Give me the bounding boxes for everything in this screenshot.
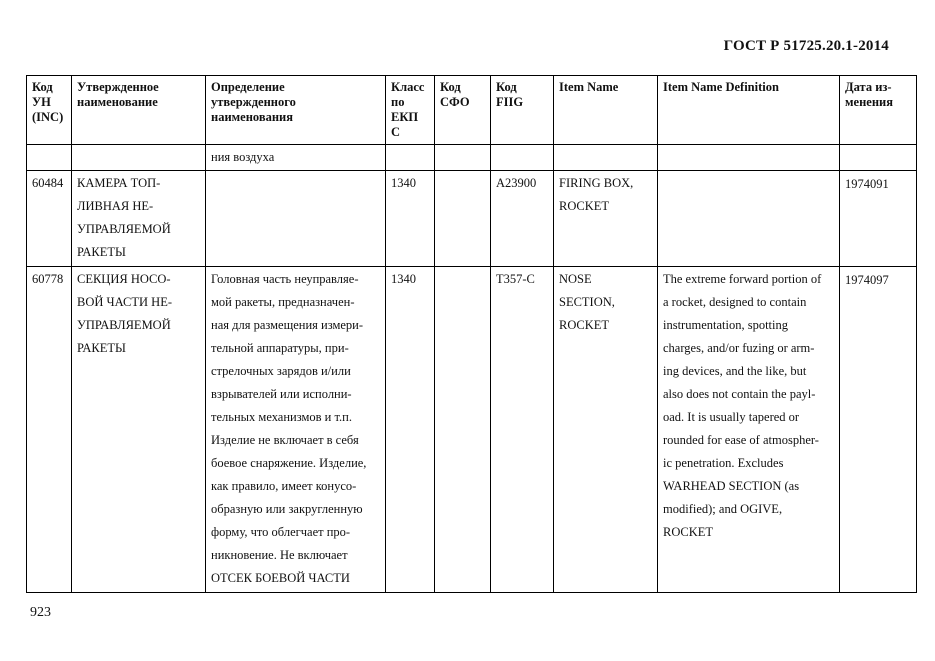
cell-approved-name: КАМЕРА ТОП- ЛИВНАЯ НЕ- УПРАВЛЯЕМОЙ РАКЕТЫ [72, 171, 206, 267]
cell-sfo [435, 267, 491, 593]
continuation-definition: ния воздуха [206, 145, 386, 171]
header-definition: Определение утвержденного наименования [206, 76, 386, 145]
cell-approved-name: СЕКЦИЯ НОСО- ВОЙ ЧАСТИ НЕ- УПРАВЛЯЕМОЙ РАКЕТЫ [72, 267, 206, 593]
table-row [27, 171, 917, 267]
cell-item-name: FIRING BOX, ROCKET [554, 171, 658, 267]
table-header-row [27, 76, 917, 145]
header-sfo: Код СФО [435, 76, 491, 145]
header-item-name: Item Name [554, 76, 658, 145]
cell-date: 1974091 [840, 171, 917, 267]
header-approved-name: Утвержденное наименование [72, 76, 206, 145]
page-number: 923 [30, 605, 51, 620]
cell-item-name: NOSE SECTION, ROCKET [554, 267, 658, 593]
catalog-table [26, 75, 917, 593]
header-item-definition: Item Name Definition [658, 76, 840, 145]
cell-inc: 60778 [27, 267, 72, 593]
header-fiig: Код FIIG [491, 76, 554, 145]
header-class: Класс по ЕКП С [386, 76, 435, 145]
document-standard-number: ГОСТ Р 51725.20.1-2014 [723, 38, 889, 54]
cell-fiig: T357-C [491, 267, 554, 593]
cell-definition [206, 171, 386, 267]
cell-date: 1974097 [840, 267, 917, 593]
cell-item-definition: The extreme forward portion of a rocket, designed to contain instrumentation, spotting charges, and/or fuzing or arm- ing devices, and the like, but also does not contain the payl- oad. It is usually tapered or rounded for ease of atmospher- ic penetration. Excludes WARHEAD SECTION (as modified); and OGIVE, ROCKET [658, 267, 840, 593]
cell-class: 1340 [386, 171, 435, 267]
header-date: Дата из- менения [840, 76, 917, 145]
cell-definition: Головная часть неуправляе- мой ракеты, предназначен- ная для размещения измери- тельной аппаратуры, при- стрелочных зарядов и/или взрывателей или исполни- тельных механизмов и т.п. Изделие не включает в себя боевое снаряжение. Изделие, как правило, имеет конусо- образную или закругленную форму, что облегчает про- никновение. Не включает ОТСЕК БОЕВОЙ ЧАСТИ [206, 267, 386, 593]
cell-sfo [435, 171, 491, 267]
header-inc: Код УН (INC) [27, 76, 72, 145]
cell-fiig: A23900 [491, 171, 554, 267]
cell-inc: 60484 [27, 171, 72, 267]
table-row-continuation [27, 145, 917, 171]
cell-item-definition [658, 171, 840, 267]
table-row [27, 267, 917, 593]
cell-class: 1340 [386, 267, 435, 593]
